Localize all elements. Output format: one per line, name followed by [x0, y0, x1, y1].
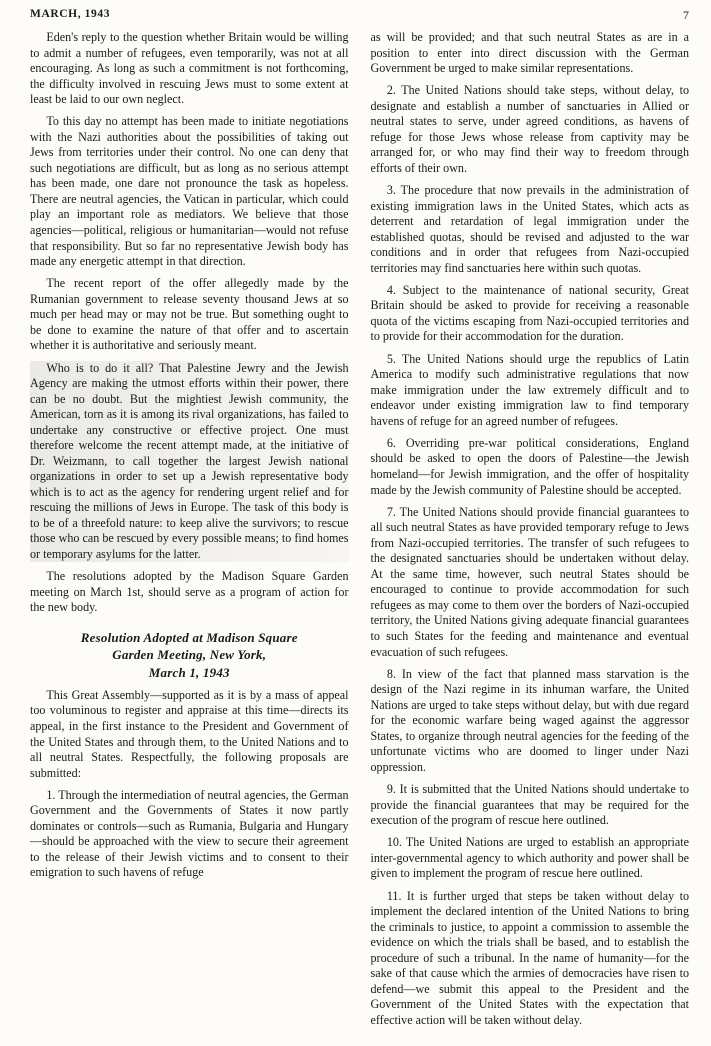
numbered-paragraph: 7. The United Nations should provide financial guarantees to all such neutral States as have provided temporary refuge to Jews from Nazi-occupied territories. The transfer of such refugees to the designated sanctuaries should be undertaken without delay. At the same time, however, such neutral States should be encouraged to continue to provide accommodation for such refugees as may come to them over the borders of Nazi-occupied territory, the United Nations giving adequate financial guarantees to such States for the feeding and maintenance and eventual evacuation of such refugees. [370, 504, 689, 659]
numbered-paragraph: 1. Through the intermediation of neutral agencies, the German Government and the Governments of States it now partly dominates or controls—such as Rumania, Bulgaria and Hungary—should be approached with the view to secure their agreement to the release of their Jewish victims and to consent to their emigration to such havens of refuge [30, 787, 349, 880]
numbered-paragraph: 6. Overriding pre-war political considerations, England should be asked to open the doors of Palestine—the Jewish homeland—for Jewish immigration, and the offer of hospitality made by the Jewish community of Palestine should be accepted. [370, 435, 689, 497]
paragraph: Eden's reply to the question whether Britain would be willing to admit a number of refugees, even temporarily, was not at all encouraging. As long as such a commitment is not forthcoming, the difficulty involved in rescuing Jews must to some extent at least be laid to our own neglect. [30, 30, 349, 107]
right-column [371, 30, 690, 1040]
page-number: 7 [683, 8, 689, 22]
section-heading [30, 629, 349, 680]
paragraph: Who is to do it all? That Palestine Jewry and the Jewish Agency are making the utmost efforts within their power, there can be no doubt. But the mightiest Jewish community, the American, torn as it is among its rival organizations, has failed to undertake any constructive or effective project. One must therefore welcome the recent attempt made, at the initiative of Dr. Weizmann, to call together the largest Jewish national organizations in order to set up a Jewish representative body which is to act as the agency for rendering urgent relief and for rescuing the millions of Jews in Europe. The task of this body is to be of a threefold nature: to keep alive the survivors; to rescue those who can be rescued by every possible means; to find homes or temporary asylums for the latter. [30, 360, 349, 561]
paragraph-continued: as will be provided; and that such neutral States as are in a position to enter into direct discussion with the German Government be urged to make similar representations. [370, 30, 689, 76]
paragraph: The recent report of the offer allegedly made by the Rumanian government to release seventy thousand Jews at so much per head may or may not be true. But something ought to be done to examine the nature of that offer and to ascertain whether it is authoritative and seriously meant. [30, 276, 349, 353]
numbered-paragraph: 9. It is submitted that the United Nations should undertake to provide the financial guarantees that may be required for the execution of the program of rescue here outlined. [370, 782, 689, 828]
section-heading-line: Garden Meeting, New York, [112, 647, 267, 663]
two-column-body [30, 30, 689, 1040]
section-heading-line: March 1, 1943 [148, 664, 230, 680]
running-head: MARCH, 1943 [30, 8, 111, 20]
numbered-paragraph: 4. Subject to the maintenance of national security, Great Britain should be asked to provide for receiving a reasonable quota of the victims escaping from Nazi-occupied territories and to provide for their accommodation for the duration. [370, 282, 689, 344]
numbered-paragraph: 8. In view of the fact that planned mass starvation is the design of the Nazi regime in its inhuman warfare, the United Nations are urged to take steps without delay, but with due regard for the economic warfare being waged against the aggressor States, to organize through neutral agencies for the feeding of the unfortunate victims who are doomed to linger under Nazi oppression. [370, 666, 689, 774]
page-header [30, 8, 689, 26]
numbered-paragraph: 5. The United Nations should urge the republics of Latin America to modify such administrative regulations that now make immigration under the law extremely difficult and to endeavor under existing immigration law to find temporary havens of refuge for an agreed number of refugees. [370, 351, 689, 428]
section-heading-line: Resolution Adopted at Madison Square [80, 630, 298, 646]
numbered-paragraph: 3. The procedure that now prevails in the administration of existing immigration laws in the United States, which acts as deterrent and retardation of legal immigration under the established quotas, should be revised and adjusted to the war conditions and in order that refugees from Nazi-occupied territories may find sanctuaries here within such quotas. [370, 183, 689, 275]
paragraph: The resolutions adopted by the Madison Square Garden meeting on March 1st, should serve as a program of action for the new body. [30, 569, 349, 615]
left-column [30, 30, 349, 1040]
numbered-paragraph: 10. The United Nations are urged to establish an appropriate inter-governmental agency to which authority and power shall be given to implement the program of rescue here outlined. [370, 835, 689, 881]
paragraph: This Great Assembly—supported as it is by a mass of appeal too voluminous to register and appraise at this time—directs its appeal, in the first instance to the President and Government of the United States and through them, to the United Nations and to all neutral States. Respectfully, the following proposals are submitted: [30, 687, 349, 780]
paragraph: To this day no attempt has been made to initiate negotiations with the Nazi authorities about the possibilities of taking out Jews from territories under their control. No one can deny that such negotiations are difficult, but as long as no serious attempt has been made, one dare not pronounce the task as hopeless. There are neutral agencies, the Vatican in particular, which could play an important role as mediators. We believe that those agencies—political, religious or humanitarian—would not refuse that responsibility. But so far no representative Jewish body has made any energetic attempt in that direction. [30, 114, 349, 269]
numbered-paragraph: 11. It is further urged that steps be taken without delay to implement the declared intention of the United Nations to bring the criminals to justice, to appoint a commission to assemble the evidence on which the trials shall be based, and to establish the procedure of such a tribunal. In the name of humanity—for the sake of that cause which the armies of democracies have risen to defend—we submit this appeal to the President and the Government of the United States with the expectation that effective action will be taken without delay. [370, 888, 689, 1027]
numbered-paragraph: 2. The United Nations should take steps, without delay, to designate and establish a number of sanctuaries in Allied or neutral states to serve, under agreed conditions, as havens of refuge for those Jews whose release from captivity may be arranged for, or who may find their way to freedom through efforts of their own. [370, 83, 689, 175]
